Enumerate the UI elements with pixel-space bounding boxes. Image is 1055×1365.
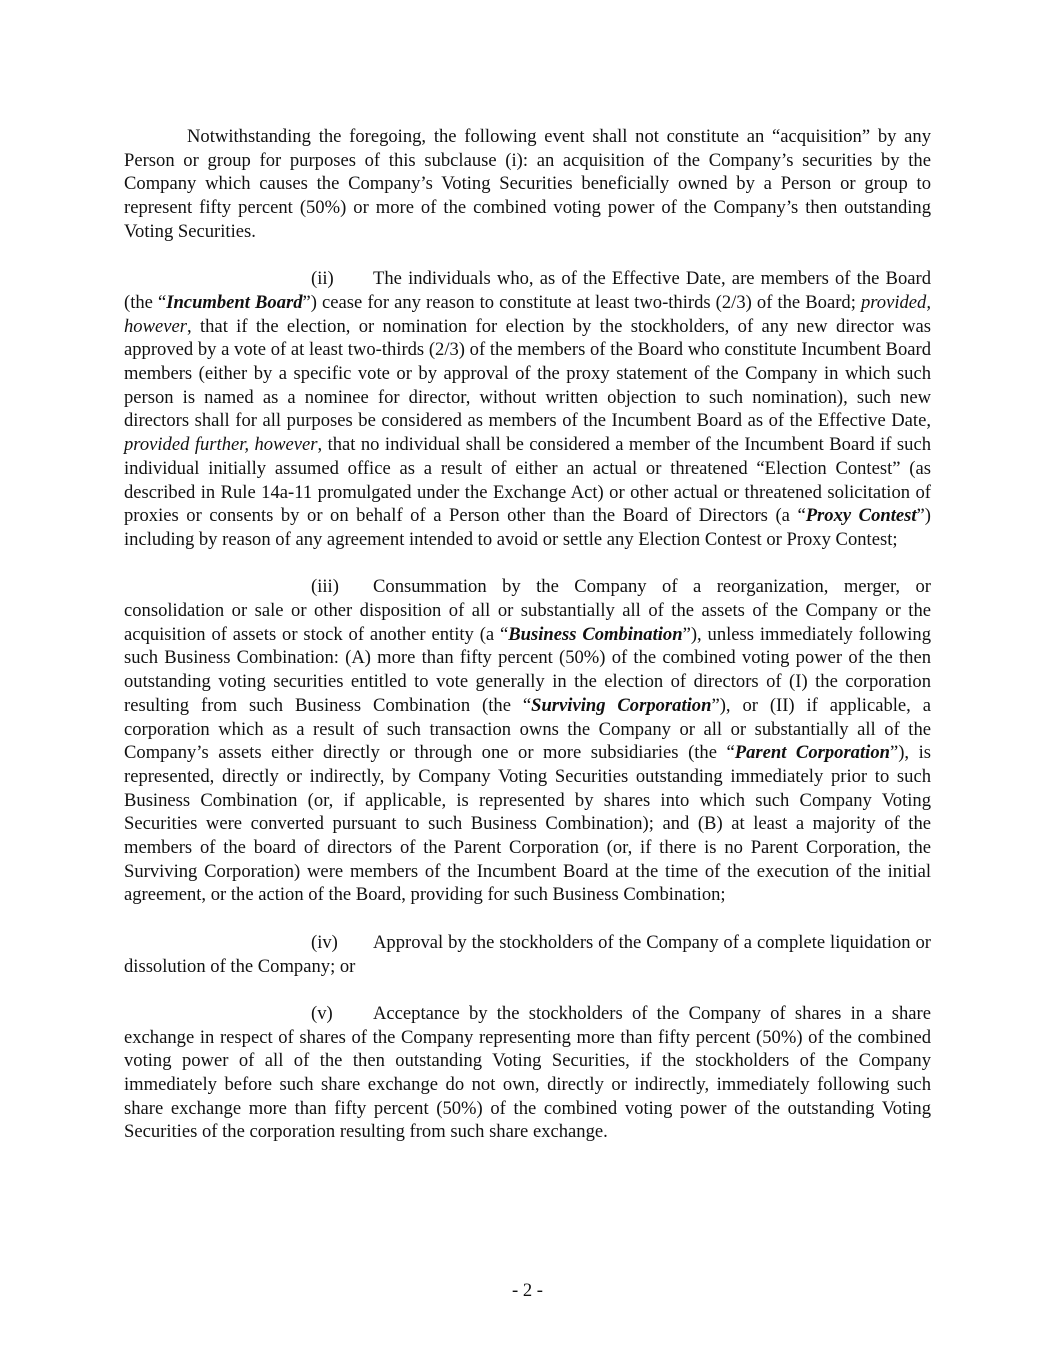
paragraph-notwithstanding [124, 125, 931, 244]
clause-text: ”), or (II) if applicable, a corporation which as a result of such transaction owns the Company or all or substantially all of the Company’s assets either directly or through one or more subsidiaries (the “ [124, 694, 931, 764]
defined-term-parent-corporation: Parent Corporation [734, 742, 890, 764]
clause-iv [124, 931, 931, 978]
clause-text: Consummation by the Company of a reorganization, merger, or consolidation or sale or other disposition of all or substantially all of the assets of the Company or the acquisition of assets or stock of another entity (a “ [124, 576, 931, 645]
clause-text: , that if the election, or nomination for election by the stockholders, of any new director was approved by a vote of at least two-thirds (2/3) of the members of the Board who constitute Incumbent Board members (either by a specific vote or by approval of the proxy statement of the Company in which such person is named as a nominee for director, without written objection to such nomination), such new directors shall for all purposes be considered as members of the Incumbent Board as of the Effective Date, [124, 315, 931, 432]
defined-term-business-combination: Business Combination [508, 623, 683, 645]
clause-text: , that no individual shall be considered a member of the Incumbent Board if such individual initially assumed office as a result of either an actual or threatened “Election Contest” (as described in Rule 14a-11 promulgated under the Exchange Act) or other actual or threatened solicitation of proxies or consents by or on behalf of a Person other than the Board of Directors (a “ [124, 434, 931, 527]
paragraph-text: Notwithstanding the foregoing, the following event shall not constitute an “acquisition” by any Person or group for purposes of this subclause (i): an acquisition of the Company’s securities by the Company which causes the Company’s Voting Securities beneficially owned by a Person or group to represent fifty percent (50%) or more of the combined voting power of the Company’s then outstanding Voting Securities. [124, 126, 931, 242]
italic-phrase: provided, however [124, 291, 931, 337]
clause-v [124, 1002, 931, 1144]
page-number: - 2 - [512, 1280, 543, 1301]
clause-text: Approval by the stockholders of the Company of a complete liquidation or dissolution of the Company; or [124, 931, 931, 977]
clause-number: (iii) [311, 576, 339, 598]
defined-term-incumbent-board: Incumbent Board [166, 291, 303, 313]
italic-phrase: provided further, however [124, 434, 318, 456]
clause-text: ”), unless immediately following such Business Combination: (A) more than fifty percent (50%) of the combined voting power of the then outstanding voting securities entitled to vote generally in the election of directors of (I) the corporation resulting from such Business Combination (the “ [124, 623, 931, 716]
clause-text: ”) including by reason of any agreement intended to avoid or settle any Election Contest or Proxy Contest; [124, 505, 931, 550]
clause-number: (ii) [311, 268, 334, 290]
document-page [124, 125, 931, 1168]
clause-ii [124, 267, 931, 551]
defined-term-proxy-contest: Proxy Contest [805, 505, 917, 527]
clause-number: (iv) [311, 931, 338, 953]
clause-text: The individuals who, as of the Effective Date, are members of the Board (the “ [124, 268, 931, 313]
defined-term-surviving-corporation: Surviving Corporation [531, 694, 712, 716]
clause-text: ”), is represented, directly or indirectly, by Company Voting Securities outstanding immediately prior to such Business Combination (or, if applicable, is represented by shares into which such Company Voting Securities were converted pursuant to such Business Combination); and (B) at least a majority of the members of the board of directors of the Parent Corporation (or, if there is no Parent Corporation, the Surviving Corporation) were members of the Incumbent Board at the time of the execution of the initial agreement, or the action of the Board, providing for such Business Combination; [124, 742, 931, 906]
clause-iii [124, 575, 931, 907]
clause-text: ”) cease for any reason to constitute at least two-thirds (2/3) of the Board; [302, 291, 861, 313]
clause-text: Acceptance by the stockholders of the Company of shares in a share exchange in respect of shares of the Company representing more than fifty percent (50%) of the combined voting power of all of the then outstanding Voting Securities, if the stockholders of the Company immediately before such share exchange do not own, directly or indirectly, immediately following such share exchange more than fifty percent (50%) of the combined voting power of the outstanding Voting Securities of the corporation resulting from such share exchange. [124, 1002, 931, 1143]
clause-number: (v) [311, 1002, 333, 1024]
